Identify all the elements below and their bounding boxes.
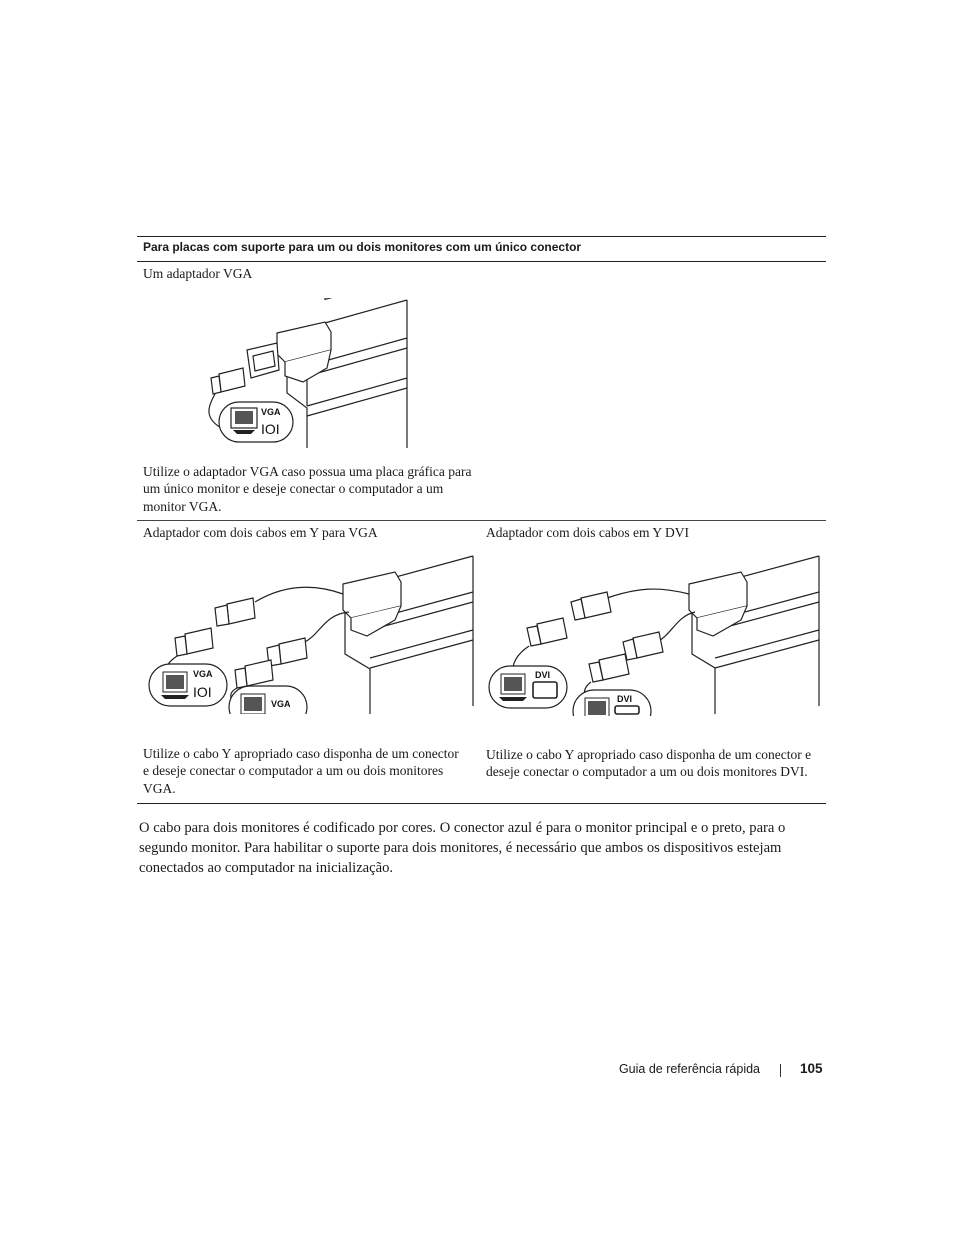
row1-label: Um adaptador VGA	[143, 266, 253, 281]
row2-right-label: Adaptador com dois cabos em Y DVI	[486, 525, 689, 540]
row2-left-description: Utilize o cabo Y apropriado caso disponha de um conector e deseje conectar o computador a um ou dois monitores VGA.	[143, 746, 459, 796]
row1-badge-text: VGA	[261, 407, 281, 417]
table-top-rule	[137, 236, 826, 237]
row1-description: Utilize o adaptador VGA caso possua uma placa gráfica para um único monitor e deseje conectar o computador a um monitor VGA.	[143, 464, 472, 514]
row2-left-badge-text-2: VGA	[271, 699, 291, 709]
table-bottom-rule	[137, 803, 826, 804]
vga-y-cable-illustration	[145, 554, 477, 714]
page-number: 105	[800, 1061, 823, 1076]
footer-title: Guia de referência rápida	[618, 1062, 760, 1076]
row2-left-badge-text-1: VGA	[193, 669, 213, 679]
vga-port-icon-1: IOI	[193, 684, 212, 700]
table-header: Para placas com suporte para um ou dois monitores com um único conector	[143, 240, 582, 254]
table-row-rule	[137, 520, 826, 521]
body-paragraph: O cabo para dois monitores é codificado por cores. O conector azul é para o monitor principal e o preto, para o segundo monitor. Para habilitar o suporte para dois monitores, é necessário que ambos os dispositivos estejam conectados ao computador na inicialização.	[139, 820, 786, 876]
table-header-rule	[137, 261, 826, 262]
row2-left-label: Adaptador com dois cabos em Y para VGA	[143, 525, 378, 540]
dvi-y-cable-illustration	[487, 554, 822, 716]
row2-right-description: Utilize o cabo Y apropriado caso disponha de um conector e deseje conectar o computador a um ou dois monitores DVI.	[486, 747, 812, 780]
row2-right-badge-text-1: DVI	[535, 670, 551, 680]
vga-port-icon: IOI	[261, 421, 280, 437]
footer-separator	[780, 1064, 781, 1077]
vga-adapter-illustration	[207, 298, 413, 448]
row2-right-badge-text-2: DVI	[617, 694, 633, 704]
